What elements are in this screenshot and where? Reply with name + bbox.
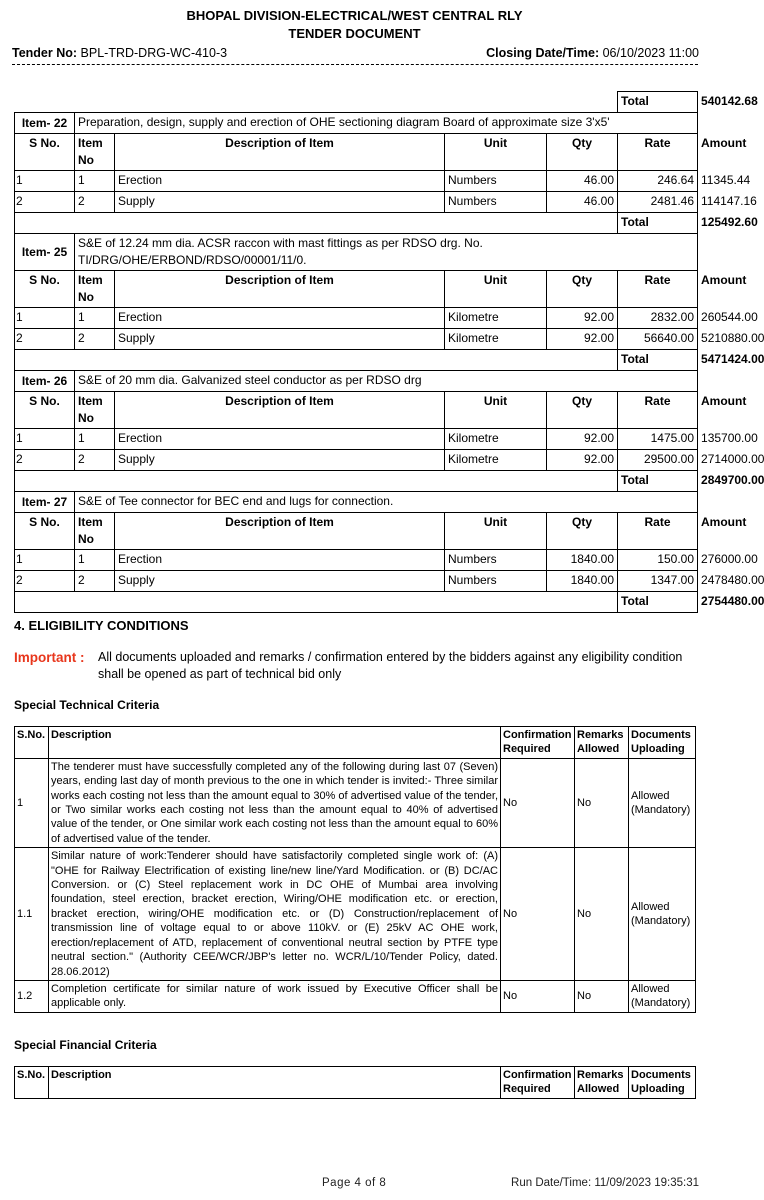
col-rate: Rate — [618, 392, 698, 429]
col-documents: Documents Uploading — [629, 727, 696, 759]
table-row: 2 2 Supply Numbers 46.00 2481.46 114147.16 — [15, 192, 698, 213]
item-header-row: S No. Item No Description of Item Unit Qty Rate Amount — [15, 134, 698, 171]
table-row: 1 1 Erection Numbers 46.00 246.64 11345.44 — [15, 171, 698, 192]
cell-description: Supply — [115, 571, 445, 592]
cell-qty: 1840.00 — [547, 550, 618, 571]
col-unit: Unit — [445, 392, 547, 429]
total-row: Total 2754480.00 — [15, 592, 698, 613]
cell-qty: 92.00 — [547, 429, 618, 450]
cell-description: The tenderer must have successfully completed any of the following during last 07 (Seven) years, ending last day of month previous to the one in which tender is invited:- Three similar works each costing not less than the amount equal to 30% of advertised value of the tender, or Two similar works each costing not less than the amount equal to 40% of advertised value of the tender, or One similar work each costing not less than the amount equal to 60% of advertised value of the tender. — [49, 758, 501, 847]
col-item-no: Item No — [75, 271, 115, 308]
col-sno: S No. — [15, 513, 75, 550]
cell-item-no: 2 — [75, 329, 115, 350]
cell-documents: Allowed (Mandatory) — [629, 758, 696, 847]
col-rate: Rate — [618, 134, 698, 171]
cell-rate: 246.64 — [618, 171, 698, 192]
col-unit: Unit — [445, 271, 547, 308]
items-table — [14, 91, 764, 613]
cell-sno: 1.2 — [15, 980, 49, 1012]
col-sno: S.No. — [15, 727, 49, 759]
item-title-row — [15, 371, 698, 392]
col-sno: S.No. — [15, 1067, 49, 1099]
cell-unit: Numbers — [445, 192, 547, 213]
cell-item-no: 2 — [75, 192, 115, 213]
cell-unit: Numbers — [445, 550, 547, 571]
col-item-no: Item No — [75, 134, 115, 171]
cell-unit: Kilometre — [445, 429, 547, 450]
col-item-no: Item No — [75, 392, 115, 429]
cell-rate: 29500.00 — [618, 450, 698, 471]
criteria-row — [15, 848, 696, 981]
item-label: Item- 26 — [15, 371, 75, 392]
cell-sno: 2 — [15, 450, 75, 471]
cell-sno: 2 — [15, 329, 75, 350]
item-header-row: S No. Item No Description of Item Unit Qty Rate Amount — [15, 271, 698, 308]
cell-documents: Allowed (Mandatory) — [629, 848, 696, 981]
tender-number-label: Tender No: — [12, 46, 78, 60]
cell-description: Erection — [115, 550, 445, 571]
closing-date-label: Closing Date/Time: — [486, 46, 600, 60]
col-rate: Rate — [618, 271, 698, 308]
col-qty: Qty — [547, 392, 618, 429]
total-label: Total — [618, 471, 698, 492]
item-header-row: S No. Item No Description of Item Unit Qty Rate Amount — [15, 513, 698, 550]
cell-confirmation: No — [501, 848, 575, 981]
eligibility-heading: 4. ELIGIBILITY CONDITIONS — [14, 618, 189, 633]
total-label: Total — [618, 92, 698, 113]
total-label: Total — [618, 213, 698, 234]
item-title-row — [15, 234, 698, 271]
col-description: Description of Item — [115, 271, 445, 308]
cell-description: Supply — [115, 192, 445, 213]
cell-qty: 92.00 — [547, 450, 618, 471]
criteria-row — [15, 758, 696, 847]
item-title: S&E of 20 mm dia. Galvanized steel conductor as per RDSO drg — [75, 371, 698, 392]
cell-sno: 1.1 — [15, 848, 49, 981]
cell-rate: 2481.46 — [618, 192, 698, 213]
table-row: 1 1 Erection Numbers 1840.00 150.00 276000.00 — [15, 550, 698, 571]
tender-number — [12, 46, 227, 60]
closing-date — [486, 46, 699, 60]
total-row: Total 2849700.00 — [15, 471, 698, 492]
cell-item-no: 1 — [75, 171, 115, 192]
item-label: Item- 22 — [15, 113, 75, 134]
cell-sno: 1 — [15, 429, 75, 450]
table-row: 2 2 Supply Kilometre 92.00 56640.00 5210880.00 — [15, 329, 698, 350]
col-sno: S No. — [15, 271, 75, 308]
item-title: S&E of Tee connector for BEC end and lugs for connection. — [75, 492, 698, 513]
technical-criteria-heading: Special Technical Criteria — [14, 698, 160, 712]
total-row: Total 540142.68 — [15, 92, 698, 113]
cell-unit: Numbers — [445, 571, 547, 592]
col-documents: Documents Uploading — [629, 1067, 696, 1099]
table-row: 1 1 Erection Kilometre 92.00 1475.00 135700.00 — [15, 429, 698, 450]
cell-qty: 46.00 — [547, 192, 618, 213]
cell-item-no: 1 — [75, 550, 115, 571]
cell-documents: Allowed (Mandatory) — [629, 980, 696, 1012]
table-row: 1 1 Erection Kilometre 92.00 2832.00 260544.00 — [15, 308, 698, 329]
criteria-row — [15, 980, 696, 1012]
table-row: 2 2 Supply Numbers 1840.00 1347.00 2478480.00 — [15, 571, 698, 592]
col-unit: Unit — [445, 513, 547, 550]
col-sno: S No. — [15, 134, 75, 171]
total-row: Total 5471424.00 — [15, 350, 698, 371]
cell-sno: 1 — [15, 758, 49, 847]
item-label: Item- 25 — [15, 234, 75, 271]
cell-sno: 1 — [15, 171, 75, 192]
cell-remarks: No — [575, 980, 629, 1012]
col-rate: Rate — [618, 513, 698, 550]
run-date: Run Date/Time: 11/09/2023 19:35:31 — [511, 1177, 699, 1189]
cell-description: Supply — [115, 450, 445, 471]
item-header-row: S No. Item No Description of Item Unit Qty Rate Amount — [15, 392, 698, 429]
col-description: Description of Item — [115, 513, 445, 550]
item-title-row — [15, 113, 698, 134]
technical-criteria-header — [15, 727, 696, 759]
item-title: Preparation, design, supply and erection of OHE sectioning diagram Board of approximate size 3'x5' — [75, 113, 698, 134]
table-row: 2 2 Supply Kilometre 92.00 29500.00 2714000.00 — [15, 450, 698, 471]
cell-item-no: 2 — [75, 450, 115, 471]
item-title-row — [15, 492, 698, 513]
cell-unit: Kilometre — [445, 450, 547, 471]
cell-description: Erection — [115, 308, 445, 329]
cell-qty: 46.00 — [547, 171, 618, 192]
col-remarks: Remarks Allowed — [575, 1067, 629, 1099]
col-sno: S No. — [15, 392, 75, 429]
financial-criteria-heading: Special Financial Criteria — [14, 1038, 157, 1052]
col-confirmation: Confirmation Required — [501, 727, 575, 759]
cell-sno: 1 — [15, 308, 75, 329]
col-unit: Unit — [445, 134, 547, 171]
cell-unit: Kilometre — [445, 308, 547, 329]
col-remarks: Remarks Allowed — [575, 727, 629, 759]
cell-item-no: 1 — [75, 429, 115, 450]
closing-date-value: 06/10/2023 11:00 — [602, 46, 699, 60]
important-text: All documents uploaded and remarks / confirmation entered by the bidders against any eligibility condition shall be opened as part of technical bid only — [98, 650, 683, 681]
total-label: Total — [618, 592, 698, 613]
col-qty: Qty — [547, 513, 618, 550]
cell-unit: Kilometre — [445, 329, 547, 350]
financial-criteria-header — [15, 1067, 696, 1099]
cell-rate: 56640.00 — [618, 329, 698, 350]
cell-confirmation: No — [501, 758, 575, 847]
header-document-title: TENDER DOCUMENT — [288, 26, 421, 41]
financial-criteria-table — [14, 1066, 696, 1099]
col-description: Description of Item — [115, 134, 445, 171]
cell-confirmation: No — [501, 980, 575, 1012]
header-division: BHOPAL DIVISION-ELECTRICAL/WEST CENTRAL RLY — [186, 8, 523, 23]
item-label: Item- 27 — [15, 492, 75, 513]
col-qty: Qty — [547, 271, 618, 308]
cell-rate: 1475.00 — [618, 429, 698, 450]
col-description: Description of Item — [115, 392, 445, 429]
col-confirmation: Confirmation Required — [501, 1067, 575, 1099]
cell-item-no: 2 — [75, 571, 115, 592]
cell-item-no: 1 — [75, 308, 115, 329]
cell-description: Completion certificate for similar nature of work issued by Executive Officer shall be applicable only. — [49, 980, 501, 1012]
cell-qty: 1840.00 — [547, 571, 618, 592]
col-description: Description — [49, 1067, 501, 1099]
cell-qty: 92.00 — [547, 308, 618, 329]
header-divider — [12, 64, 698, 65]
page-number: Page 4 of 8 — [322, 1177, 387, 1189]
cell-description: Erection — [115, 171, 445, 192]
cell-rate: 150.00 — [618, 550, 698, 571]
total-label: Total — [618, 350, 698, 371]
cell-description: Supply — [115, 329, 445, 350]
cell-description: Erection — [115, 429, 445, 450]
cell-remarks: No — [575, 758, 629, 847]
col-item-no: Item No — [75, 513, 115, 550]
col-qty: Qty — [547, 134, 618, 171]
col-description: Description — [49, 727, 501, 759]
important-label: Important : — [14, 650, 85, 665]
cell-rate: 1347.00 — [618, 571, 698, 592]
total-row: Total 125492.60 — [15, 213, 698, 234]
tender-number-value: BPL-TRD-DRG-WC-410-3 — [80, 46, 228, 60]
technical-criteria-table — [14, 726, 696, 1013]
cell-unit: Numbers — [445, 171, 547, 192]
cell-rate: 2832.00 — [618, 308, 698, 329]
cell-remarks: No — [575, 848, 629, 981]
cell-qty: 92.00 — [547, 329, 618, 350]
item-title: S&E of 12.24 mm dia. ACSR raccon with mast fittings as per RDSO drg. No. TI/DRG/OHE/ERBOND/RDSO/00001/11/0. — [75, 234, 698, 271]
cell-sno: 1 — [15, 550, 75, 571]
cell-sno: 2 — [15, 192, 75, 213]
cell-sno: 2 — [15, 571, 75, 592]
cell-description: Similar nature of work:Tenderer should have satisfactorily completed single work of: (A) "OHE for Railway Electrification of existing line/new line/Yard Modification. or (B) DC/AC Conversion. or (C) Steel replacement work in DC OHE of Mumbai area involving foundation, steel erection, bracket erection, Wiring/OHE modification etc. or erection, bracket erection, wiring/OHE modification etc. or (D) Construction/replacement of transmission line of voltage equal to or above 110kV. or (E) 25kV AC OHE work, erection/replacement of ATD, replacement of conventional neutral section by PTFE type neutral section." (Authority CEE/WCR/JBP's letter no. WCR/L/10/Tender Policy, dated. 28.06.2012) — [49, 848, 501, 981]
